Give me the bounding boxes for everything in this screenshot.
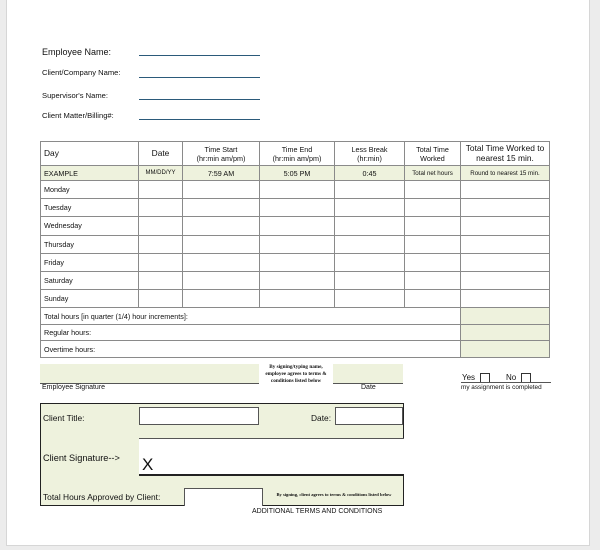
less-break-cell[interactable] bbox=[335, 271, 405, 289]
employee-agreement-text bbox=[259, 364, 333, 385]
time-start-header bbox=[183, 142, 260, 166]
example-less-break: 0:45 bbox=[335, 166, 405, 181]
total-time-15-header bbox=[461, 142, 550, 166]
time-start-cell[interactable] bbox=[183, 290, 260, 308]
client-agreement-text: By signing, client agrees to terms & conditions listed below bbox=[276, 492, 392, 497]
total-time-cell[interactable] bbox=[405, 290, 461, 308]
day-label: Monday bbox=[41, 181, 139, 199]
total-time-cell[interactable] bbox=[405, 199, 461, 217]
less-break-cell[interactable] bbox=[335, 217, 405, 235]
overtime-hours-label: Overtime hours: bbox=[41, 341, 461, 358]
date-cell[interactable] bbox=[139, 253, 183, 271]
employee-signature-label: Employee Signature bbox=[42, 384, 106, 391]
less-break-cell[interactable] bbox=[335, 290, 405, 308]
example-time-end: 5:05 PM bbox=[260, 166, 335, 181]
total-time-header bbox=[405, 142, 461, 166]
less-break-cell[interactable] bbox=[335, 235, 405, 253]
day-label: Sunday bbox=[41, 290, 139, 308]
table-row bbox=[41, 181, 550, 199]
date-cell[interactable] bbox=[139, 181, 183, 199]
time-start-cell[interactable] bbox=[183, 181, 260, 199]
example-day: EXAMPLE bbox=[41, 166, 139, 181]
table-row bbox=[41, 217, 550, 235]
client-signature-field[interactable] bbox=[139, 438, 404, 476]
total-time-header-line1: Total Time bbox=[416, 144, 449, 154]
time-start-cell[interactable] bbox=[183, 199, 260, 217]
assignment-completed-label: my assignment is completed bbox=[461, 384, 542, 391]
regular-hours-label: Regular hours: bbox=[41, 324, 461, 341]
total-15-cell[interactable] bbox=[461, 271, 550, 289]
assignment-divider bbox=[461, 382, 551, 383]
total-hours-value[interactable] bbox=[461, 308, 550, 325]
time-end-cell[interactable] bbox=[260, 217, 335, 235]
less-break-header-line1: Less Break bbox=[351, 144, 388, 154]
time-end-cell[interactable] bbox=[260, 199, 335, 217]
client-signature-label: Client Signature--> bbox=[43, 453, 120, 463]
date-cell[interactable] bbox=[139, 217, 183, 235]
employee-agreement-line1: By signing/typing name, bbox=[269, 364, 323, 370]
total-hours-label: Total hours [in quarter (1/4) hour increments]: bbox=[41, 308, 461, 325]
total-hours-approved-field[interactable] bbox=[184, 488, 263, 506]
table-row bbox=[41, 235, 550, 253]
time-start-cell[interactable] bbox=[183, 235, 260, 253]
time-start-cell[interactable] bbox=[183, 253, 260, 271]
table-row bbox=[41, 271, 550, 289]
day-header: Day bbox=[41, 142, 139, 166]
total-time-cell[interactable] bbox=[405, 253, 461, 271]
less-break-cell[interactable] bbox=[335, 253, 405, 271]
total-15-cell[interactable] bbox=[461, 290, 550, 308]
time-end-cell[interactable] bbox=[260, 271, 335, 289]
time-end-cell[interactable] bbox=[260, 290, 335, 308]
date-cell[interactable] bbox=[139, 290, 183, 308]
total-15-cell[interactable] bbox=[461, 199, 550, 217]
time-end-cell[interactable] bbox=[260, 235, 335, 253]
less-break-cell[interactable] bbox=[335, 181, 405, 199]
signature-x-mark: X bbox=[142, 455, 154, 474]
total-hours-row bbox=[41, 308, 550, 325]
client-date-field[interactable] bbox=[335, 407, 403, 425]
table-row bbox=[41, 290, 550, 308]
example-time-start: 7:59 AM bbox=[183, 166, 260, 181]
regular-hours-value[interactable] bbox=[461, 324, 550, 341]
total-time-cell[interactable] bbox=[405, 271, 461, 289]
time-start-cell[interactable] bbox=[183, 271, 260, 289]
total-time-15-header-line2: nearest 15 min. bbox=[476, 152, 534, 163]
total-time-cell[interactable] bbox=[405, 235, 461, 253]
day-label: Tuesday bbox=[41, 199, 139, 217]
timesheet-table bbox=[40, 141, 550, 358]
total-15-cell[interactable] bbox=[461, 181, 550, 199]
date-cell[interactable] bbox=[139, 235, 183, 253]
example-row bbox=[41, 166, 550, 181]
total-time-15-header-line1: Total Time Worked to bbox=[465, 142, 545, 153]
client-matter-billing-field[interactable] bbox=[139, 119, 260, 120]
client-matter-billing-label: Client Matter/Billing#: bbox=[42, 111, 114, 120]
time-end-header-line1: Time End bbox=[281, 144, 313, 154]
less-break-cell[interactable] bbox=[335, 199, 405, 217]
time-start-header-line2: (hr:min am/pm) bbox=[196, 153, 246, 163]
yes-label: Yes bbox=[462, 373, 476, 383]
timesheet-document bbox=[6, 0, 590, 546]
overtime-hours-value[interactable] bbox=[461, 341, 550, 358]
employee-signature-field[interactable] bbox=[40, 364, 259, 384]
date-header: Date bbox=[139, 142, 183, 166]
total-15-cell[interactable] bbox=[461, 253, 550, 271]
employee-agreement-line3: conditions listed below bbox=[270, 378, 322, 385]
example-date: MM/DD/YY bbox=[139, 166, 183, 181]
date-cell[interactable] bbox=[139, 199, 183, 217]
day-label: Friday bbox=[41, 253, 139, 271]
time-start-header-line1: Time Start bbox=[204, 144, 238, 154]
total-time-header-line2: Worked bbox=[420, 153, 445, 163]
employee-agreement-line2: employee agrees to terms & bbox=[265, 371, 327, 378]
total-time-cell[interactable] bbox=[405, 217, 461, 235]
table-row bbox=[41, 199, 550, 217]
less-break-header bbox=[335, 142, 405, 166]
total-15-cell[interactable] bbox=[461, 235, 550, 253]
employee-date-field[interactable] bbox=[333, 364, 403, 384]
client-title-field[interactable] bbox=[139, 407, 259, 425]
no-label: No bbox=[506, 373, 517, 383]
less-break-header-line2: (hr:min) bbox=[357, 153, 382, 163]
client-title-label: Client Title: bbox=[43, 413, 85, 423]
total-15-cell[interactable] bbox=[461, 217, 550, 235]
example-total-15: Round to nearest 15 min. bbox=[461, 166, 550, 181]
supervisor-name-field[interactable] bbox=[139, 99, 260, 100]
employee-name-label: Employee Name: bbox=[42, 47, 112, 57]
example-total-time: Total net hours bbox=[405, 166, 461, 181]
time-end-cell[interactable] bbox=[260, 181, 335, 199]
client-date-label: Date: bbox=[311, 413, 332, 423]
table-header-row bbox=[41, 142, 550, 166]
employee-name-field[interactable] bbox=[139, 55, 260, 56]
client-company-name-field[interactable] bbox=[139, 77, 260, 78]
day-label: Thursday bbox=[41, 235, 139, 253]
total-hours-approved-label: Total Hours Approved by Client: bbox=[43, 492, 161, 502]
time-end-header-line2: (hr:min am/pm) bbox=[272, 153, 322, 163]
client-company-name-label: Client/Company Name: bbox=[42, 68, 121, 77]
date-cell[interactable] bbox=[139, 271, 183, 289]
employee-date-label: Date bbox=[361, 384, 376, 391]
table-row bbox=[41, 253, 550, 271]
time-start-cell[interactable] bbox=[183, 217, 260, 235]
regular-hours-row bbox=[41, 324, 550, 341]
day-label: Wednesday bbox=[41, 217, 139, 235]
additional-terms-heading: ADDITIONAL TERMS AND CONDITIONS bbox=[252, 508, 383, 515]
total-time-cell[interactable] bbox=[405, 181, 461, 199]
time-end-cell[interactable] bbox=[260, 253, 335, 271]
day-label: Saturday bbox=[41, 271, 139, 289]
time-end-header bbox=[260, 142, 335, 166]
supervisor-name-label: Supervisor's Name: bbox=[42, 91, 109, 100]
overtime-hours-row bbox=[41, 341, 550, 358]
